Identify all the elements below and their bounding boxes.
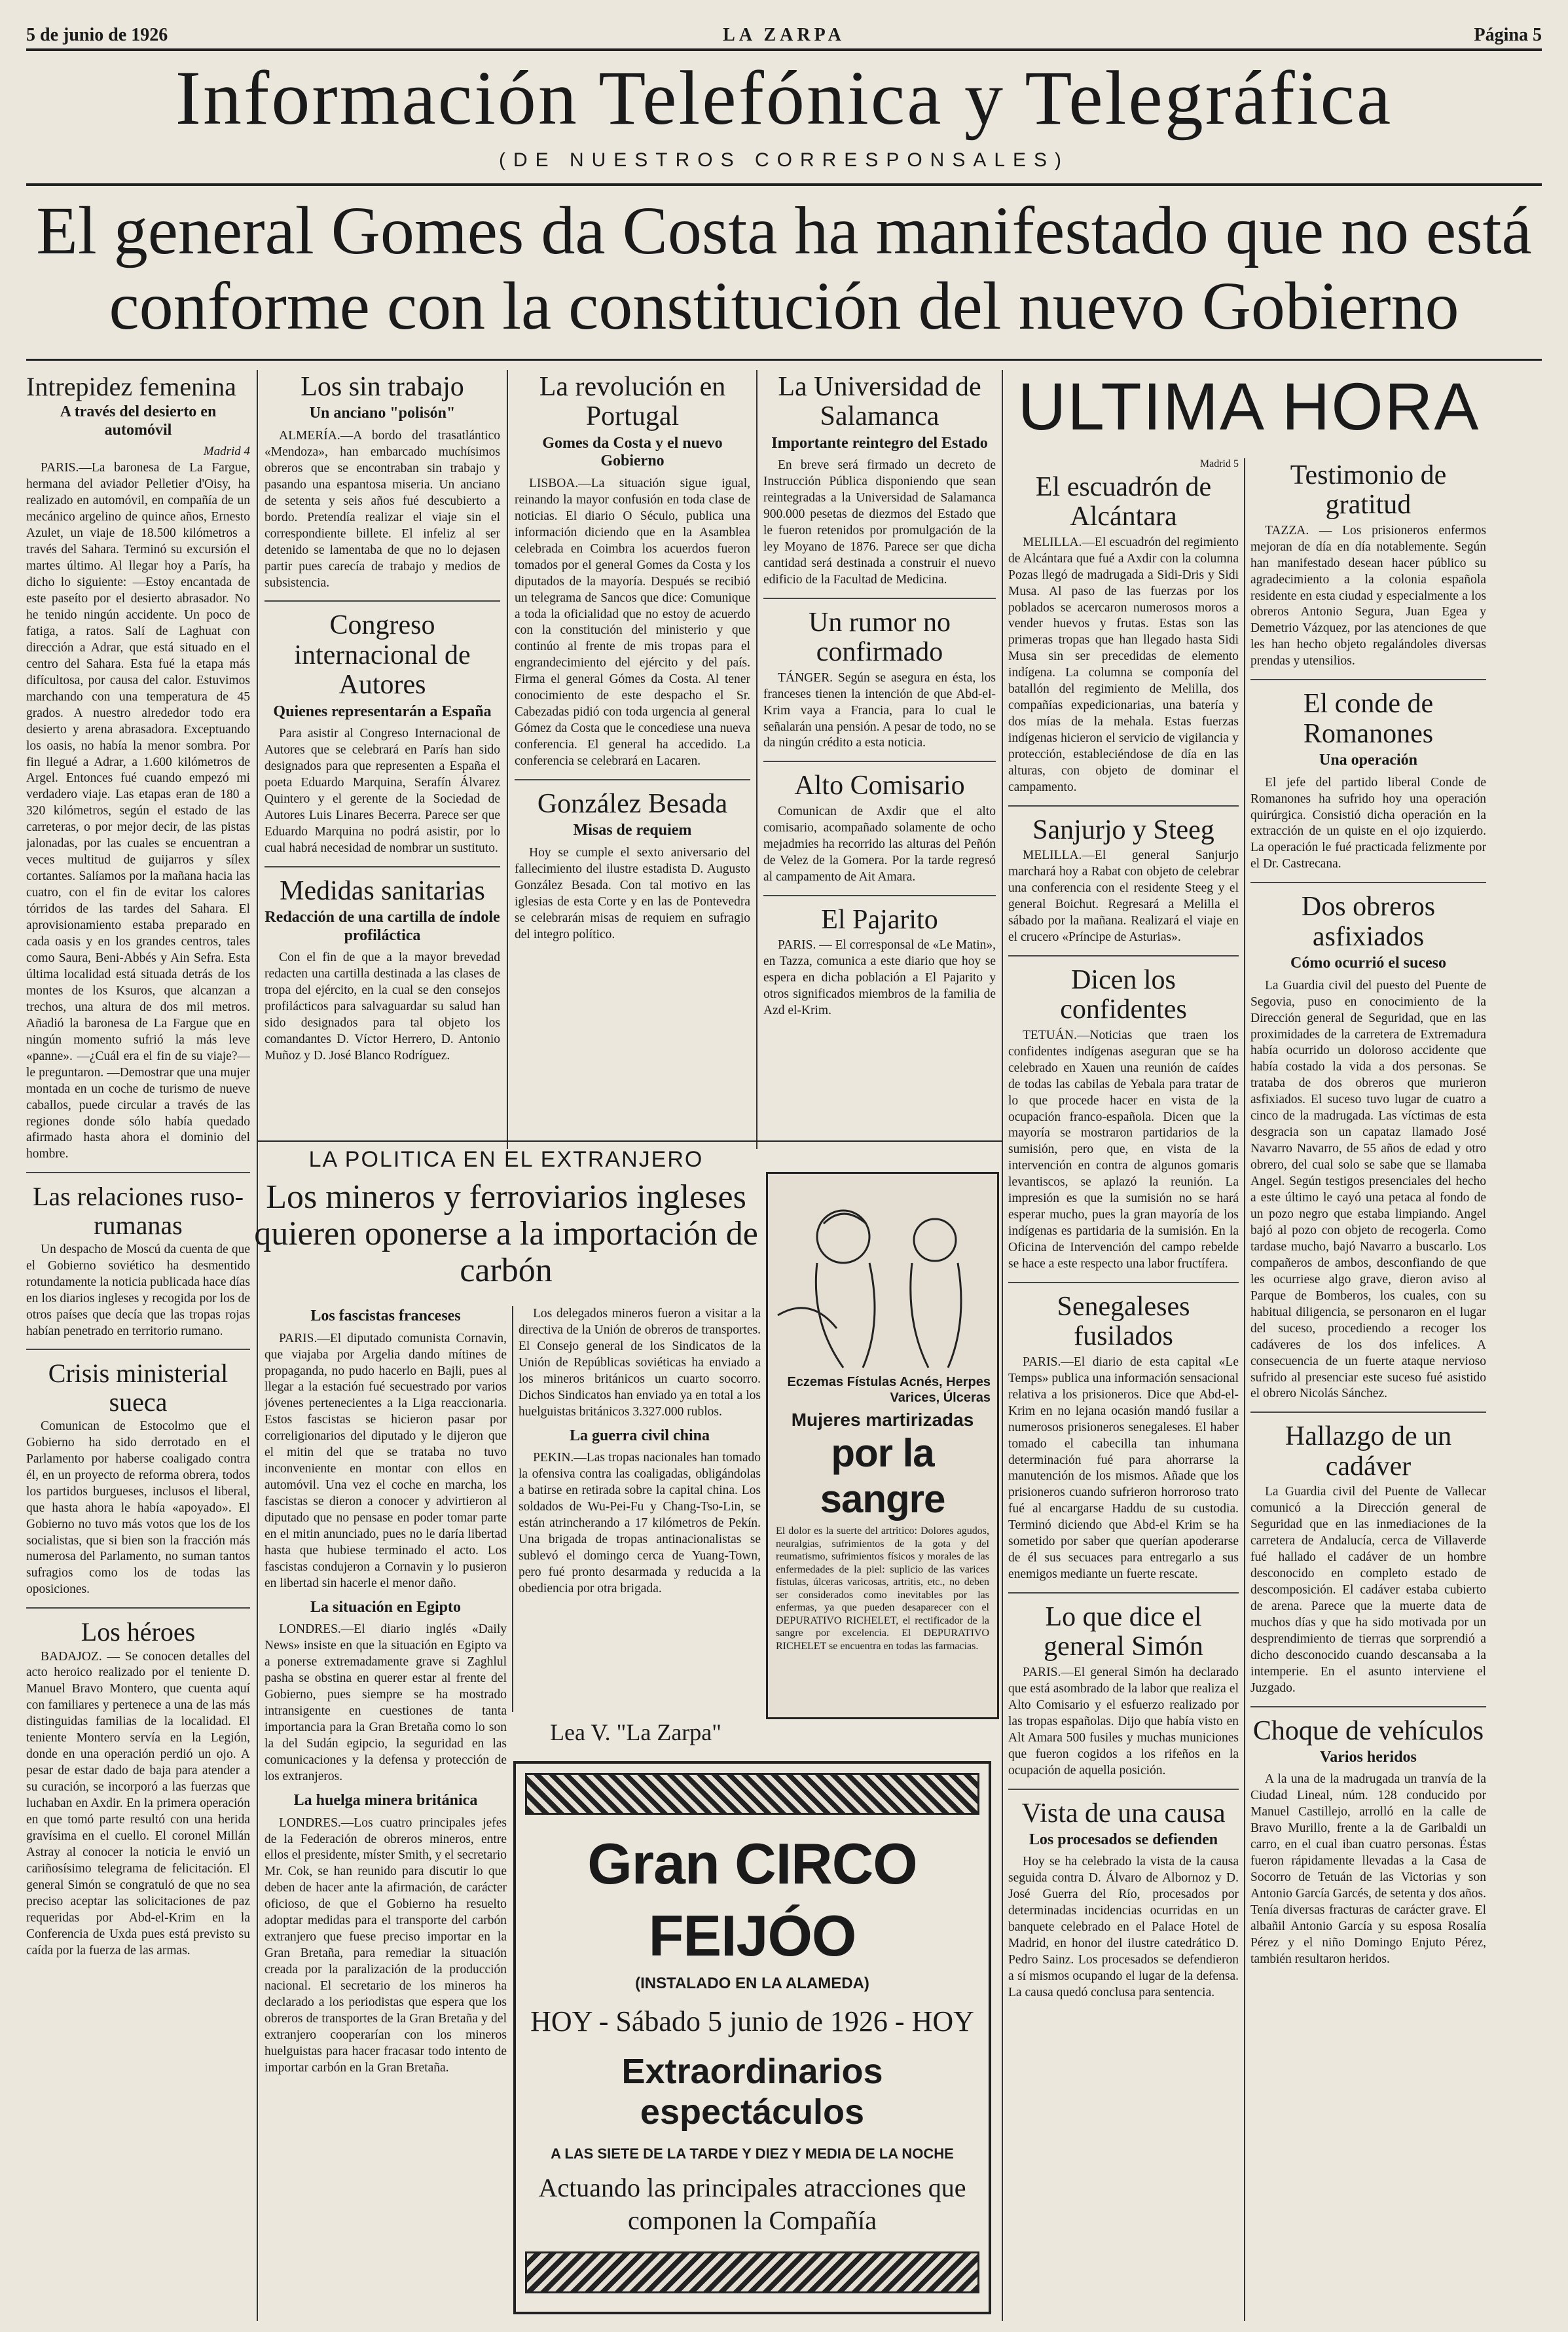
article-title: Los sin trabajo <box>301 372 464 402</box>
article-title: Un rumor no confirmado <box>809 607 951 668</box>
circo-hours: A LAS SIETE DE LA TARDE Y DIEZ Y MEDIA DE LA NOCHE <box>551 2145 954 2162</box>
circo-date: HOY - Sábado 5 junio de 1926 - HOY <box>530 2005 974 2037</box>
article-title: Medidas sanitarias <box>280 875 485 906</box>
section-subtitle: (DE NUESTROS CORRESPONSALES) <box>498 149 1070 171</box>
ad-caption: Mujeres martirizadas <box>791 1410 974 1430</box>
article-separator <box>1250 882 1486 883</box>
article-body: Comunican de Estocolmo que el Gobierno ha sido derrotado en el Parlamento por haberse coaligado contra él, en un proyecto de reforma obrera, todos los partidos burgueses, inclusos el liberal, que hasta ahora le había «apoyado». El Gobierno no tuvo más votos que los de los socialistas, que si bien son la fracción más numerosa del Parlamento, no suman tantos sufragios como los de todas las oposiciones. <box>26 1419 250 1597</box>
dateline: Madrid 5 <box>1199 458 1239 469</box>
ultima-hora-title: ULTIMA HORA <box>1017 370 1480 444</box>
article-vista-causa <box>1008 1799 1239 2002</box>
page-header <box>26 25 1542 45</box>
article-body: La Guardia civil del Puente de Vallecar comunicó a la Dirección general de Seguridad que en las inmediaciones de la carretera de Andalucía, cerca de Villaverde fué hallado el cadáver de un hombre desconocido en completo estado de descomposición. El cadáver estaba cubierto de arena. Parece que la muerte data de muchos días y que ha sido motivada por un desprendimiento de tierras que sorprendió a dicho desconocido cuando descansaba a la intemperie. En el asunto interviene el Juzgado. <box>1250 1485 1486 1695</box>
depurativo-ad <box>766 1172 999 1719</box>
column-6 <box>1250 458 1486 2321</box>
article-title: El escuadrón de Alcántara <box>1035 472 1212 532</box>
politica-label: LA POLITICA EN EL EXTRANJERO <box>308 1147 704 1172</box>
header-rule <box>26 48 1542 51</box>
section-body: PARIS.—El diputado comunista Cornavin, que viajaba por Argelia dando mítines de propaganda, no pudo hacerlo en Bajli, pues al llegar a la estación fué secuestrado por varios jóvenes pertenecientes a la Liga reaccionaria. Estos fascistas se hicieron pasar por correligionarios del diputado y le dijeron que el mitin del que se trataba no tuvo inconveniente en montar con ellos en automóvil. Una vez el coche en marcha, los fascistas se dieron a conocer y advirtieron al diputado que no pensase en poder tomar parte en el mitin anunciado, pues no le daría libertad hasta que hubiese terminado el acto. Los fascistas condujeron a Cornavin y lo pusieron en libertad sin hacerle el menor daño. <box>264 1331 507 1590</box>
section-subtitle: Los fascistas franceses <box>310 1307 461 1324</box>
article-body: El jefe del partido liberal Conde de Romanones ha sufrido hoy una operación quirúrgica. Consistió dicha operación en la extracción de un quiste en el ojo izquierdo. La operación le fué practicada felizmente por el Dr. Castrecana. <box>1250 775 1486 871</box>
article-body: PARIS. — El corresponsal de «Le Matin», en Tazza, comunica a este diario que hoy se espera en dicha población a El Pajarito y otros significados miembros de la familia de Azd el-Krim. <box>763 938 996 1017</box>
section-body: LONDRES.—Los cuatro principales jefes de la Federación de obreros mineros, entre ellos el presidente, míster Smith, y el secretario Mr. Cok, se han reunido para discutir lo que deben de hacer ante la afirmación, de carácter oficioso, de que el Gobierno ha resuelto adoptar medidas para el transporte del carbón extranjero que fuese preciso importar en la Gran Bretaña, para remediar la situación creada por la paralización de la producción nacional. El secretario de los mineros ha declarado a los periodistas que espera que los obreros de transportes de la Gran Bretaña y del extranjero cooperarían con los mineros huelguistas para hacer fracasar todo intento de importar carbón en la Gran Bretaña. <box>264 1815 507 2075</box>
article-romanones <box>1250 689 1486 873</box>
decorative-band <box>525 2251 979 2293</box>
politica-left-column <box>264 1306 507 2314</box>
headline-line1: El general Gomes da Costa ha manifestado que no está <box>36 193 1532 268</box>
article-simon <box>1008 1603 1239 1779</box>
article-body: Comunican de Axdir que el alto comisario, acompañado solamente de ocho mejadmies ha recorrido las alturas del Peñón de Velez de la Gomera. Por la tarde regresó al campamento de Ait Amara. <box>763 804 996 884</box>
dateline: Madrid 4 <box>203 445 250 459</box>
main-headline <box>26 193 1542 344</box>
ultima-hora-banner <box>1008 370 1489 462</box>
article-title: La Universidad de Salamanca <box>778 372 981 432</box>
article-title: Dicen los confidentes <box>1060 965 1187 1025</box>
article-body: Hoy se ha celebrado la vista de la causa seguida contra D. Álvaro de Albornoz y D. José Guerra del Río, procesados por determinadas incidencias ocurridas en un banquete celebrado en el Palace Hotel de Madrid, en honor del ilustre catedrático D. Pedro Sainz. Los procesados se defendieron a sí mismos ocupando el lugar de la defensa. La causa quedó conclusa para sentencia. <box>1008 1855 1239 2000</box>
article-title: Hallazgo de un cadáver <box>1285 1421 1452 1482</box>
column-5 <box>1008 458 1239 2321</box>
article-separator <box>26 1349 250 1350</box>
article-body: Hoy se cumple el sexto aniversario del fallecimiento del ilustre estadista D. Augusto González Besada. Con tal motivo en las iglesias de esta Corte y en las de Pontevedra se celebrarán misas de requiem en sufragio del integro político. <box>515 846 750 941</box>
column-1 <box>26 370 250 2321</box>
article-title: Senegaleses fusilados <box>1057 1292 1190 1352</box>
circo-feijoo-ad <box>513 1761 991 2314</box>
article-body: TAZZA. — Los prisioneros enfermos mejoran de día en día notablemente. Según han manifestado desean hacer público su agradecimiento a la colonia española residente en esta ciudad y especialmente a los obreros Antonio Segura, Juan Egea y Demetrio Vázquez, por las atenciones de que les han hecho objeto regalándoles diversas prendas y utensilios. <box>1250 523 1486 668</box>
article-subtitle: Un anciano "polisón" <box>309 405 456 422</box>
article-body: PARIS.—El diario de esta capital «Le Temps» publica una información sensacional relativa a los prisioneros. Dice que Abd-el-Krim en no lejana ocasión mandó fusilar a numerosos prisioneros senegaleses. El haber tomado el cabecilla tan inhumana determinación fué para ahorrarse la manutención de los mismos. Añade que los prisioneros cuando sufrieron horroroso trato fué al encargarse Haddu de su custodia. Terminó diciendo que Abd-el Krim se ha sometido por saber que querían apoderarse de él sus secuaces para entregarlo a sus enemigos mediante un fuerte rescate. <box>1008 1355 1239 1582</box>
article-body: TETUÁN.—Noticias que traen los confidentes indígenas aseguran que se ha celebrado en Xauen una reunión de caídes de todas las cabilas de Yebala para tratar de lo que procede hacer en vista de la ocupación franco-española. Dicen que la mayoría se mostraron partidarios de la sumisión, pero que, en vista de la intervención en contra de algunos gomaris levantiscos, se aplazó la reunión. La impresión es que la sumisión no se hará esperar mucho, pues la gran mayoría de los indígenas es partidaria de la sumisión. En la Oficina de Intervención del campo rebelde se hace a este respecto una labor fructífera. <box>1008 1028 1239 1271</box>
article-separator <box>763 761 996 762</box>
ad-body: El dolor es la suerte del artritico: Dolores agudos, neuralgias, sufrimientos de la gota y del reumatismo, sufrimientos físicos y morales de las enfermedades de la piel: suplicio de las varices fístulas, úlceras varicosas, artritis, etc., no deben ser considerados como inevitables por las enfermas, ya que pueden desaparecer con el DEPURATIVO RICHELET, el rectificador de la sangre por excelencia. El DEPURATIVO RICHELET se encuentra en todas las farmacias. <box>776 1525 989 1652</box>
article-body: LISBOA.—La situación sigue igual, reinando la mayor confusión en toda clase de noticias. El diario O Século, publica una información diciendo que en la Asamblea celebrada en Coimbra los acuerdos fueron tomados por el general Gomes da Costa y los diputados de la mayoría. Después se recibió un telegrama de Sancos que dice: Comunique a toda la oficialidad que no estoy de acuerdo con la constitución del ministerio y que continúo al frente de mis tropas para el engrandecimiento del ejército y del país. Firma el general Gómes da Costa. Al tener conocimiento de este despacho el Sr. Cabezadas pidió con toda urgencia al general Gómez da Costa que le concediese una nueva conferencia. El general ha accedido. La conferencia se celebrará en Lacaren. <box>515 476 750 769</box>
section-body: Los delegados mineros fueron a visitar a la directiva de la Unión de obreros de transportes. El Consejo general de los Sindicatos de la Unión de Repúblicas soviéticas ha enviado a los mineros británicos un cuarto socorro. Dichos Sindicatos han enviado ya en total a los huelguistas británicos 3.327.000 rublos. <box>519 1307 761 1419</box>
article-body: MELILLA.—El escuadrón del regimiento de Alcántara que fué a Axdir con la columna Pozas llegó de madrugada a Sidi-Dris y Sidi Musa. Al paso de las fuerzas por los poblados se acercaron numerosos moros a vender huevos y frutas. Estas son las primeras tropas que han llegado hasta Sidi Musa sin ser precedidas de elemento indígena. La columna se componía del batallón del regimiento de Melilla, dos compañías expedicionarias, una batería y dos mías de la mehala. Estas fuerzas indígenas hicieron el servicio de vigilancia y protección, estableciéndose de día en las alturas, con objeto de dominar el campamento. <box>1008 535 1239 795</box>
article-title: El Pajarito <box>821 904 938 935</box>
article-title: Las relaciones ruso-rumanas <box>32 1182 244 1240</box>
article-rumor <box>763 608 996 752</box>
article-sin-trabajo <box>264 373 500 591</box>
masthead-rule <box>26 183 1542 186</box>
article-title: El conde de Romanones <box>1303 689 1434 749</box>
article-title: La revolución en Portugal <box>539 372 726 432</box>
article-separator <box>1008 1789 1239 1790</box>
article-title: Congreso internacional de Autores <box>294 610 471 701</box>
article-body: PARIS.—El general Simón ha declarado que está asombrado de la labor que realiza el Alto Comisario y el esfuerzo realizado por las tropas españolas. Dijo que había visto en Alt Amara 500 fusiles y muchas municiones que fueron cogidos a los rifeños en la ocupación de aquella posición. <box>1008 1665 1239 1777</box>
article-body: A la una de la madrugada un tranvía de la Ciudad Lineal, núm. 128 conducido por Manuel Castillejo, arrolló en la calle de Bravo Murillo, frente a la de Garibaldi un carro, en el cual iban cuatro personas. Éstas fueron rápidamente llevadas a la Casa de Socorro de Tetuán de las Victorias y son Antonio García Garcés, de setenta y dos años. Tenía diversas fracturas de carácter grave. El albañil Antonio García y su esposa Rosalía Pérez y el niño Domingo Enjuto Pérez, también resultaron heridos. <box>1250 1772 1486 1966</box>
column-rule <box>257 370 258 2321</box>
article-revolucion <box>515 373 750 770</box>
article-subtitle: Importante reintegro del Estado <box>771 434 988 452</box>
article-hallazgo <box>1250 1422 1486 1696</box>
article-alto-comisario <box>763 771 996 885</box>
article-body: Un despacho de Moscú da cuenta de que el Gobierno soviético ha desmentido rotundamente la noticia publicada hace días en los diarios ingleses y recogida por los de otros países que decía que las tropas rojas habían penetrado en territorio rumano. <box>26 1242 250 1338</box>
article-subtitle: Quienes representarán a España <box>273 702 492 720</box>
article-subtitle: Una operación <box>1319 752 1417 769</box>
decorative-band <box>525 1773 979 1815</box>
article-sanjurjo <box>1008 816 1239 946</box>
article-confidentes <box>1008 966 1239 1273</box>
article-body: PARIS.—La baronesa de La Fargue, hermana del aviador Pelletier d'Oisy, ha realizado en automóvil, en compañía de un mecánico argelino de quince años, Ernesto Azulet, un viaje de 18.500 kilómetros a través del Sahara. Terminó su excursión el martes último. Al llegar hoy a París, ha dicho lo siguiente: —Estoy encantada de este paseíto por el desierto abrasador. No he tenido ningún accidente. Un poco de fatiga, a ratos. Salí de Laghuat con dirección a Adrar, que está situado en el centro del Sahara. Esta fué la etapa más difícultosa, por causa del calor. Estuvimos marchando con una temperatura de 45 grados. A nuestro alrededor todo era desierto y arena abrasadora. Exceptuando los oasis, no había la menor sombra. Por fin llegué a Adrar, a 1.600 kilómetros de Argel. Entonces fué cuando empezó mi verdadero viaje. Las etapas eran de 180 a 320 kilómetros, según el estado de las carreteras, o por mejor decir, de las pistas jalonadas, por las cuales se encuentran a veces multitud de guijarros y sílex cortantes. Salíamos por la mañana hacia las cuatro, con el fin de evitar los calores tórridos de las tardes del Sahara. El aprovisionamiento estaba preparado en cada oasis y en los grandes centros, tales como Saura, Beni-Abbés y Ain Sefra. Esta última localidad está situada detrás de los montes de los Ksuros, que alcanzan a trechos, una altura de dos mil metros. Añadió la baronesa de La Fargue que en ningún momento sufrió la más leve «panne». —¿Cuál era el fin de su viaje?—le preguntaron. —Demostrar que una mujer montada en un coche de turismo de nueve caballos, puede circular a través de las regiones donde sólo había quedado afirmado hasta ahora el dominio del hombre. <box>26 461 250 1161</box>
article-intrepidez <box>26 373 250 1163</box>
circo-acts: Actuando las principales atracciones que componen la Compañía <box>538 2173 966 2235</box>
article-subtitle: A través del desierto en automóvil <box>60 403 217 439</box>
section-fascistas <box>264 1307 507 1592</box>
article-separator <box>26 1607 250 1609</box>
article-pajarito <box>763 905 996 1019</box>
headline-line2: conforme con la constitución del nuevo Gobierno <box>109 268 1459 344</box>
section-body: PEKIN.—Las tropas nacionales han tomado la ofensiva contra las coaligadas, obligándolas a batirse en retirada sobre la capital china. Los soldados de Wu-Pei-Fu y Chang-Tso-Lin, se están atrincherando a 17 kilómetros de Pekín. Una brigada de tropas antinacionalistas se sublevó el domingo cerca de Yuang-Town, pero fué pronto desarmada y reducida a la obediencia por otra brigada. <box>519 1451 761 1595</box>
article-title: Sanjurjo y Steeg <box>1032 814 1214 845</box>
article-subtitle: Redacción de una cartilla de índole profiláctica <box>264 909 500 944</box>
article-separator <box>26 1172 250 1173</box>
column-2 <box>264 370 500 1139</box>
article-asfixiados <box>1250 892 1486 1402</box>
article-congreso <box>264 611 500 856</box>
article-title: González Besada <box>537 789 728 820</box>
article-subtitle: Misas de requiem <box>573 822 692 839</box>
article-separator <box>515 779 750 780</box>
article-medidas <box>264 877 500 1065</box>
column-rule <box>512 1306 513 1712</box>
article-testimonio <box>1250 461 1486 670</box>
article-body: ALMERÍA.—A bordo del trasatlántico «Mendoza», han embarcado muchísimos obreros que se encontraban sin trabajo y pasando una espantosa miseria. Un anciano de setenta y seis años fué descubierto a bordo. Pretendía realizar el viaje sin el correspondiente billete. El infeliz al ser detenido se lamentaba de que no lo dejasen partir pues carecía de trabajo y medios de subsistencia. <box>264 428 500 590</box>
article-subtitle: Varios heridos <box>1320 1748 1417 1766</box>
section-huelga <box>264 1792 507 2077</box>
section-body: LONDRES.—El diario inglés «Daily News» insiste en que la situación en Egipto va a ponerse extremadamente grave si Zaghlul pasha se obstina en querer estar al frente del Gobierno, pues siempre se ha mostrado intransigente en cuestiones de tanta importancia para la Gran Bretaña como lo son la del Sudán egipcio, la seguridad en las comunicaciones y la defensa y protección de los extranjeros. <box>264 1622 507 1784</box>
ad-side-text: Eczemas Fístulas Acnés, Herpes Varices, Úlceras <box>787 1375 991 1405</box>
article-senegaleses <box>1008 1292 1239 1583</box>
article-separator <box>1008 955 1239 956</box>
headline-rule <box>26 359 1542 361</box>
politica-banner <box>254 1147 758 1289</box>
article-subtitle: Gomes da Costa y el nuevo Gobierno <box>542 434 723 470</box>
article-body: TÁNGER. Según se asegura en ésta, los franceses tienen la intención de que Abd-el-Krim vaya a Francia, para lo cual le señalarán una pensión. A pesar de todo, no se da ningún crédito a esta noticia. <box>763 670 996 750</box>
article-body: BADAJOZ. — Se conocen detalles del acto heroico realizado por el teniente D. Manuel Bravo Montero, que cuenta aquí con familiares y pertenece a una de las más distinguidas familias de la localidad. El teniente Montero servía en la Legión, donde en una operación perdió un ojo. A pesar de estar dado de baja para atender a su curación, se incorporó a las fuerzas que luchaban en Axdir. En la primera operación en que tomó parte resultó con una herida gravísima en el cuello. El coronel Millán Astray al conocer la noticia le envió un cariñosísimo telegrama de felicitación. El general Simón se congratuló de que no sea preciso aceptar las solicitaciones de paz requeridas por Abd-el-Krim en la Conferencia de Uxda pues está previsto su caída por la fuerza de las armas. <box>26 1649 250 1958</box>
column-4 <box>763 370 996 1139</box>
article-title: Dos obreros asfixiados <box>1301 892 1436 952</box>
page-number: Página 5 <box>1474 25 1542 45</box>
circo-title: Gran CIRCO FEIJÓO <box>587 1831 917 1968</box>
article-separator <box>1008 805 1239 807</box>
column-3 <box>515 370 750 1139</box>
politica-right-column <box>519 1306 761 1719</box>
article-body: Con el fin de que a la mayor brevedad redacten una cartilla destinada a las clases de tropa del ejército, en la cual se den consejos profilácticos para salvaguardar su salud han sido designados para tal objeto los comandantes D. Víctor Herrero, D. Antonio Muñoz y D. José Blanco Rodríguez. <box>264 951 500 1063</box>
column-rule <box>507 370 508 1149</box>
article-separator <box>1250 679 1486 680</box>
issue-date: 5 de junio de 1926 <box>26 25 168 45</box>
article-title: Lo que dice el general Simón <box>1044 1602 1203 1662</box>
circo-location: (INSTALADO EN LA ALAMEDA) <box>635 1975 869 1992</box>
article-universidad <box>763 373 996 589</box>
column-rule <box>1244 458 1245 2321</box>
article-escuadron <box>1008 473 1239 796</box>
article-body: La Guardia civil del puesto del Puente de Segovia, puso en conocimiento de la Dirección general de Seguridad, que en las proximidades de la carretera de Extremadura había ocurrido un doloroso accidente que había costado la vida a dos personas. Se trataba de dos obreros que murieron asfixiados. El suceso tuvo lugar de cuatro a cinco de la madrugada. Las víctimas de esta desgracia son un capataz llamado José Navarro Navarro, de 55 años de edad y otro obrero, del cual solo se sabe que se llamaba Angel. Según testigos presenciales del hecho a este último le cayó una petaca al fondo de un pozo negro que estaba limpiando. Angel bajó al pozo con objeto de recogerla. Como tardase mucho, bajó Navarro a buscarlo. Los compañeros de ambos, desconfiando de que les ocurriese algo grave, dieron aviso al Parque de Bomberos, los cuales, con su habitual diligencia, se personaron en el lugar del suceso, procediendo a recoger los cadáveres de los dos infelices. A consecuencia de un fuerte ataque nervioso sufrido al presenciar este suceso fué asistido el obrero Nicolás Sánchez. <box>1250 978 1486 1401</box>
column-rule <box>756 370 757 1149</box>
article-separator <box>1008 1592 1239 1594</box>
article-title: Crisis ministerial sueca <box>48 1358 228 1417</box>
lea-la-zarpa: Lea V. "La Zarpa" <box>550 1719 721 1745</box>
column-rule <box>1002 370 1003 2321</box>
section-mineros <box>519 1306 761 1421</box>
section-china <box>519 1427 761 1597</box>
article-title: Testimonio de gratitud <box>1290 460 1447 520</box>
article-title: Choque de vehículos <box>1252 1715 1484 1746</box>
ad-illustration <box>771 1178 994 1374</box>
section-masthead: Información Telefónica y Telegráfica <box>175 55 1393 141</box>
politica-title: Los mineros y ferroviarios ingleses quieren oponerse a la importación de carbón <box>254 1178 758 1289</box>
article-relaciones <box>26 1182 250 1339</box>
section-subtitle: La huelga minera británica <box>293 1791 478 1809</box>
section-subtitle: La situación en Egipto <box>310 1598 462 1616</box>
article-separator <box>264 866 500 867</box>
article-besada <box>515 790 750 943</box>
article-heroes <box>26 1618 250 1959</box>
article-subtitle: Cómo ocurrió el suceso <box>1290 955 1446 972</box>
article-crisis <box>26 1359 250 1598</box>
article-title: Vista de una causa <box>1021 1798 1226 1829</box>
article-title: Intrepidez femenina <box>26 372 236 401</box>
article-subtitle: Los procesados se defienden <box>1029 1831 1218 1848</box>
article-separator <box>1250 1706 1486 1707</box>
article-separator <box>763 895 996 896</box>
article-choque <box>1250 1717 1486 1968</box>
article-separator <box>763 598 996 599</box>
politica-rule <box>257 1140 1002 1142</box>
article-body: Para asistir al Congreso Internacional de Autores que se celebrará en París han sido designados para que representen a España el poeta Eduardo Marquina, Serafín Álvarez Quintero y el gerente de la Sociedad de Autores Luis Linares Becerra. Parece ser que Eduardo Marquina no podrá asistir, por lo cual habrá necesidad de nombrar un sustituto. <box>264 727 500 855</box>
section-egipto <box>264 1599 507 1785</box>
paper-name: LA ZARPA <box>723 25 845 45</box>
article-separator <box>1008 1282 1239 1283</box>
article-title: Alto Comisario <box>794 771 965 801</box>
article-separator <box>1250 1412 1486 1413</box>
section-subtitle: La guerra civil china <box>570 1427 710 1444</box>
article-body: En breve será firmado un decreto de Instrucción Pública disponiendo que sean reintegradas a la Universidad de Salamanca 900.000 pesetas de diezmos del Estado que le fueron retenidos por promulgación de la ley Moyano de 1876. Parece ser que dicha cantidad será destinada a construir el nuevo edificio de la Facultad de Medicina. <box>763 458 996 587</box>
circo-extra: Extraordinarios espectáculos <box>621 2052 883 2132</box>
ad-slogan: por la sangre <box>820 1431 945 1521</box>
article-separator <box>264 600 500 602</box>
article-title: Los héroes <box>81 1617 196 1647</box>
article-body: MELILLA.—El general Sanjurjo marchará hoy a Rabat con objeto de celebrar una conferencia con el residente Steeg y el general Boichut. Regresará a Melilla el sábado por la mañana. Realizará el viaje en el crucero «Príncipe de Asturias». <box>1008 848 1239 945</box>
